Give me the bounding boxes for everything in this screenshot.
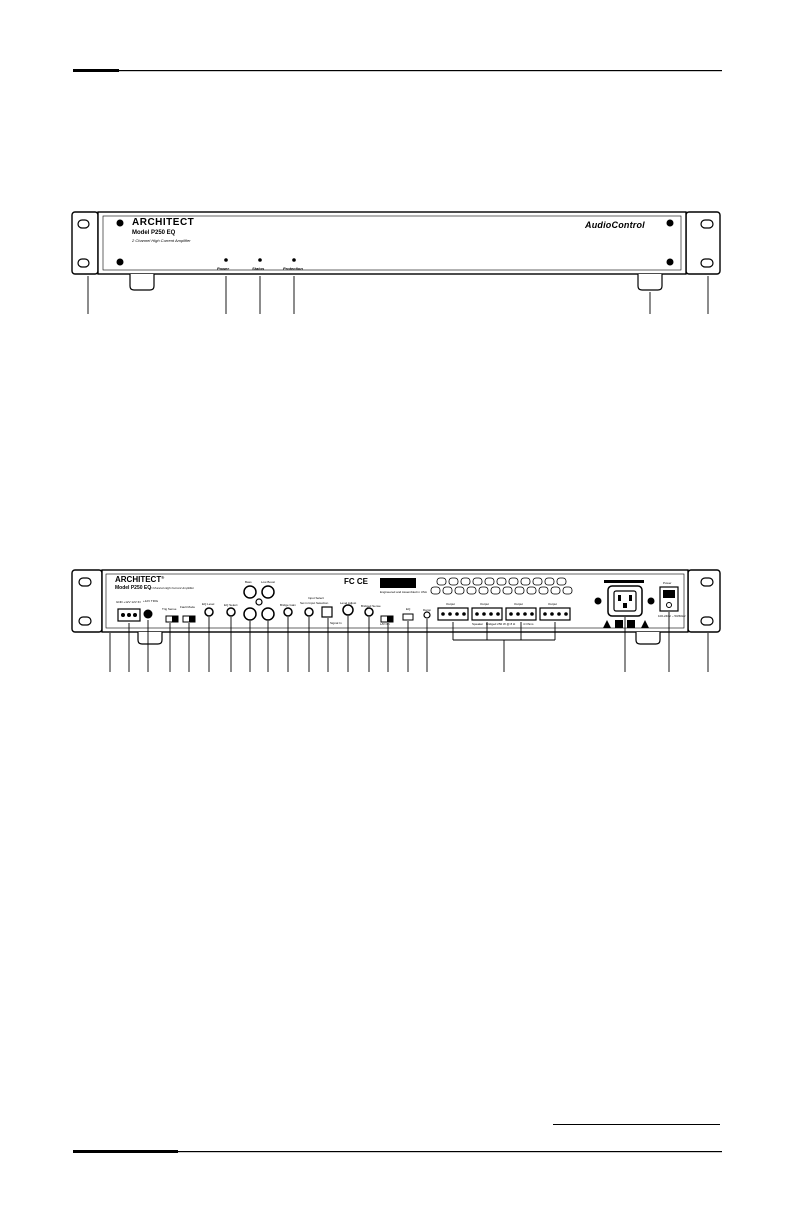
status-led-icon bbox=[258, 258, 262, 262]
screw-icon bbox=[667, 220, 674, 227]
level-adjust-label: Level Adjust bbox=[340, 601, 357, 605]
screw-icon bbox=[117, 220, 124, 227]
power-indicator-label: Power bbox=[217, 266, 230, 271]
ac-label-bar bbox=[604, 580, 644, 583]
foot bbox=[638, 274, 662, 290]
power-switch-label: Power bbox=[663, 581, 672, 585]
left-rack-ear bbox=[72, 570, 102, 632]
front-callouts bbox=[88, 276, 708, 314]
front-model: Model P250 EQ bbox=[132, 230, 176, 236]
rear-subtitle: 2 Channel High Current Amplifier bbox=[150, 586, 194, 590]
front-brand: ARCHITECT bbox=[132, 217, 195, 228]
bridged-sense-label: Bridged Sense bbox=[361, 604, 381, 608]
remote-label: +12V TRIG bbox=[143, 599, 159, 603]
bass-knob-icon bbox=[244, 586, 256, 598]
screw-icon bbox=[648, 598, 655, 605]
input-select-knob-icon bbox=[305, 608, 313, 616]
serial-label bbox=[380, 578, 416, 588]
bridge-gain-label: Bridge Gain bbox=[280, 603, 296, 607]
rear-brand bbox=[115, 575, 164, 584]
foot bbox=[130, 274, 154, 290]
bridged-note-label: Bridged 250 W @ 8 Ω bbox=[486, 622, 516, 626]
output-label-2: Output bbox=[480, 602, 490, 606]
footer-rules bbox=[73, 1124, 722, 1153]
header-rule bbox=[73, 69, 722, 72]
protection-led-icon bbox=[292, 258, 296, 262]
eq-select-knob-icon bbox=[227, 608, 235, 616]
bass-label: Bass bbox=[245, 580, 252, 584]
power-terminal-label: GND +12V 12V IN bbox=[116, 600, 141, 604]
output-label-3: Output bbox=[514, 602, 524, 606]
bridged-sense-knob-icon bbox=[365, 608, 373, 616]
certification-marks: FC CE bbox=[344, 577, 368, 586]
output-label-4: Output bbox=[548, 602, 558, 606]
right-rack-ear bbox=[688, 570, 720, 632]
remote-jack-icon bbox=[144, 610, 153, 619]
speaker-label: Speaker bbox=[472, 622, 484, 626]
screw-icon bbox=[117, 259, 124, 266]
protection-indicator-label: Protection bbox=[283, 266, 303, 271]
audiocontrol-logo: AudioControl bbox=[585, 220, 645, 230]
foot bbox=[636, 632, 660, 644]
rca-input-icon bbox=[262, 608, 274, 620]
compliance-text: Engineered and Assembled in USA bbox=[380, 590, 427, 594]
output-label-1: Output bbox=[446, 602, 456, 606]
fault-mode-label: Fault Mode bbox=[180, 605, 196, 609]
low-boost-knob-icon bbox=[262, 586, 274, 598]
bridge-gain-knob-icon bbox=[284, 608, 292, 616]
screw-icon bbox=[595, 598, 602, 605]
eq-select-label: EQ Select bbox=[224, 603, 238, 607]
eq-level-knob-icon bbox=[205, 608, 213, 616]
low-boost-label: Low Boost bbox=[261, 580, 276, 584]
foot bbox=[138, 632, 162, 644]
signal-in-label: Signal In bbox=[330, 621, 342, 625]
rear-brand-mark: ® bbox=[161, 575, 165, 580]
lr-on-label: L/R On bbox=[380, 622, 390, 626]
trig-sense-label: Trig Sense bbox=[162, 607, 177, 611]
eq-level-label: EQ Level bbox=[202, 602, 215, 606]
eq-switch bbox=[403, 614, 413, 620]
front-subtitle: 2 Channel High Current Amplifier bbox=[132, 238, 191, 243]
power-led-icon bbox=[224, 258, 228, 262]
right-rack-ear bbox=[686, 212, 720, 274]
status-indicator-label: Status bbox=[252, 266, 265, 271]
level-adjust-knob-icon bbox=[343, 605, 353, 615]
rear-brand-text: ARCHITECT bbox=[115, 575, 162, 584]
rca-input-icon bbox=[244, 608, 256, 620]
eq-label: EQ bbox=[406, 607, 411, 611]
ohms-label: 4 Ohms bbox=[523, 622, 534, 626]
rear-model: Model P250 EQ bbox=[115, 585, 152, 591]
input-select-label: Input Select bbox=[308, 596, 324, 600]
damp-label: Damp bbox=[423, 608, 432, 612]
input-select-sub-label: Set in Input Selection bbox=[300, 601, 329, 605]
screw-icon bbox=[667, 259, 674, 266]
switch-ratings-label: 100-240V ~ 50/60Hz bbox=[658, 614, 686, 618]
left-rack-ear bbox=[72, 212, 98, 274]
damp-led-icon bbox=[424, 612, 430, 618]
signal-in-connector bbox=[322, 607, 332, 617]
